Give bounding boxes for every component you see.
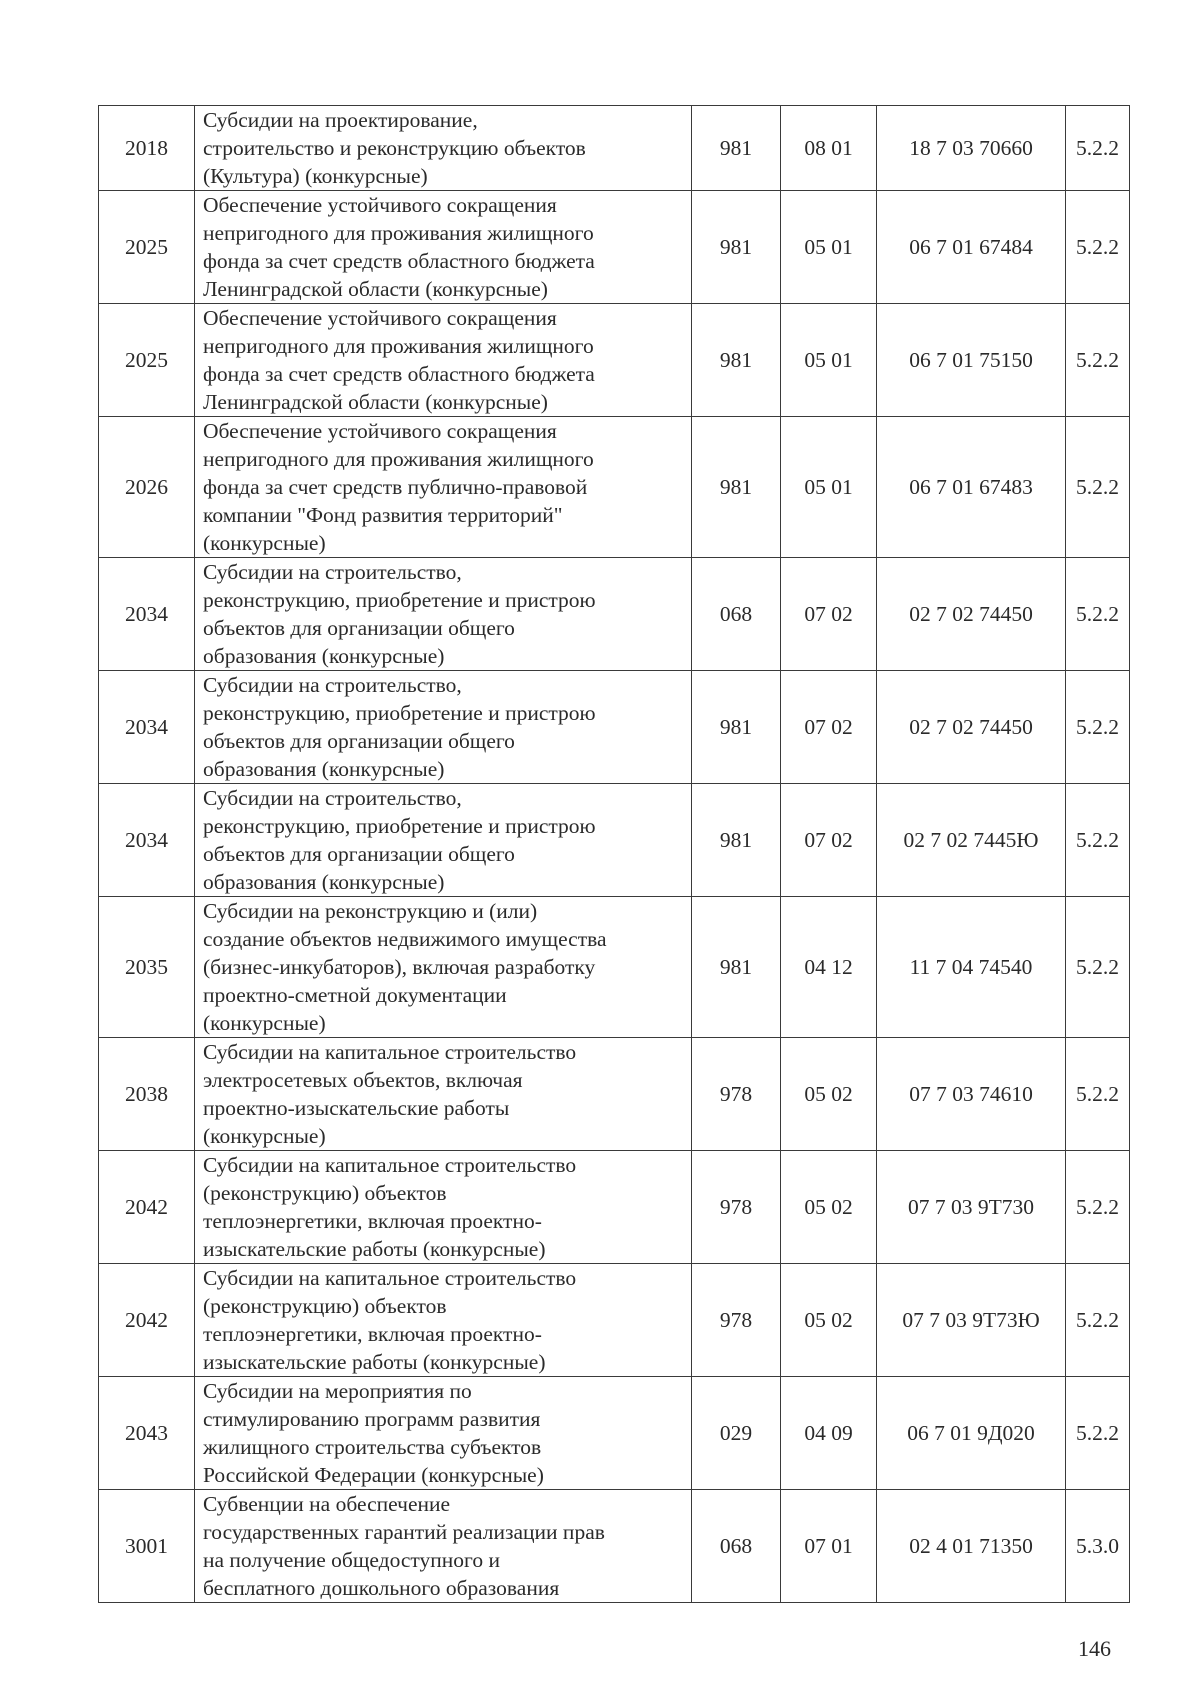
row-description-cell: Обеспечение устойчивого сокращения непригодного для проживания жилищного фонда за счет средств областного бюджета Ленинградской области (конкурсные) (195, 304, 692, 417)
row-code-cell: 5.2.2 (1066, 784, 1130, 897)
row-target-article-cell: 06 7 01 67483 (877, 417, 1066, 558)
row-administrator-cell: 981 (692, 417, 781, 558)
table-row (99, 671, 1130, 784)
row-target-article-cell: 02 7 02 7445Ю (877, 784, 1066, 897)
row-code-cell: 5.2.2 (1066, 897, 1130, 1038)
row-target-article-cell: 06 7 01 9Д020 (877, 1377, 1066, 1490)
row-code-cell: 5.2.2 (1066, 671, 1130, 784)
table-row (99, 784, 1130, 897)
row-code-cell: 5.2.2 (1066, 106, 1130, 191)
row-code-cell: 5.2.2 (1066, 1038, 1130, 1151)
row-section-cell: 07 02 (781, 784, 877, 897)
row-section-cell: 05 02 (781, 1264, 877, 1377)
row-id-cell: 2038 (99, 1038, 195, 1151)
row-administrator-cell: 068 (692, 558, 781, 671)
row-administrator-cell: 978 (692, 1038, 781, 1151)
row-administrator-cell: 978 (692, 1151, 781, 1264)
row-section-cell: 05 02 (781, 1151, 877, 1264)
row-id-cell: 2043 (99, 1377, 195, 1490)
row-description-cell: Субсидии на капитальное строительство электросетевых объектов, включая проектно-изыскательские работы (конкурсные) (195, 1038, 692, 1151)
row-target-article-cell: 11 7 04 74540 (877, 897, 1066, 1038)
row-administrator-cell: 981 (692, 784, 781, 897)
row-id-cell: 2042 (99, 1264, 195, 1377)
row-id-cell: 2034 (99, 784, 195, 897)
table-body (99, 106, 1130, 1603)
row-description-cell: Субсидии на реконструкцию и (или) создание объектов недвижимого имущества (бизнес-инкубаторов), включая разработку проектно-сметной документации (конкурсные) (195, 897, 692, 1038)
row-description-cell: Субвенции на обеспечение государственных гарантий реализации прав на получение общедоступного и бесплатного дошкольного образования (195, 1490, 692, 1603)
row-section-cell: 07 02 (781, 671, 877, 784)
table-row (99, 191, 1130, 304)
table-row (99, 1264, 1130, 1377)
row-code-cell: 5.2.2 (1066, 304, 1130, 417)
row-id-cell: 3001 (99, 1490, 195, 1603)
row-code-cell: 5.2.2 (1066, 558, 1130, 671)
row-id-cell: 2034 (99, 558, 195, 671)
row-target-article-cell: 06 7 01 67484 (877, 191, 1066, 304)
row-target-article-cell: 07 7 03 9Т73Ю (877, 1264, 1066, 1377)
row-id-cell: 2035 (99, 897, 195, 1038)
table-row (99, 1038, 1130, 1151)
row-section-cell: 08 01 (781, 106, 877, 191)
row-section-cell: 04 09 (781, 1377, 877, 1490)
row-target-article-cell: 18 7 03 70660 (877, 106, 1066, 191)
row-administrator-cell: 981 (692, 304, 781, 417)
row-description-cell: Субсидии на строительство, реконструкцию, приобретение и пристрою объектов для организации общего образования (конкурсные) (195, 671, 692, 784)
row-description-cell: Субсидии на мероприятия по стимулированию программ развития жилищного строительства субъектов Российской Федерации (конкурсные) (195, 1377, 692, 1490)
table-row (99, 417, 1130, 558)
row-code-cell: 5.2.2 (1066, 417, 1130, 558)
row-target-article-cell: 06 7 01 75150 (877, 304, 1066, 417)
row-id-cell: 2034 (99, 671, 195, 784)
table-row (99, 558, 1130, 671)
row-administrator-cell: 981 (692, 106, 781, 191)
row-section-cell: 05 01 (781, 191, 877, 304)
row-description-cell: Субсидии на строительство, реконструкцию, приобретение и пристрою объектов для организации общего образования (конкурсные) (195, 558, 692, 671)
row-administrator-cell: 068 (692, 1490, 781, 1603)
table-row (99, 1490, 1130, 1603)
row-description-cell: Обеспечение устойчивого сокращения непригодного для проживания жилищного фонда за счет средств публично-правовой компании "Фонд развития территорий" (конкурсные) (195, 417, 692, 558)
row-code-cell: 5.2.2 (1066, 1377, 1130, 1490)
row-target-article-cell: 02 7 02 74450 (877, 558, 1066, 671)
row-section-cell: 07 01 (781, 1490, 877, 1603)
row-description-cell: Субсидии на строительство, реконструкцию, приобретение и пристрою объектов для организации общего образования (конкурсные) (195, 784, 692, 897)
row-section-cell: 05 01 (781, 417, 877, 558)
row-description-cell: Субсидии на капитальное строительство (реконструкцию) объектов теплоэнергетики, включая проектно- изыскательские работы (конкурсные) (195, 1264, 692, 1377)
row-code-cell: 5.2.2 (1066, 1264, 1130, 1377)
row-administrator-cell: 981 (692, 897, 781, 1038)
row-target-article-cell: 07 7 03 9Т730 (877, 1151, 1066, 1264)
row-section-cell: 04 12 (781, 897, 877, 1038)
row-administrator-cell: 978 (692, 1264, 781, 1377)
table-row (99, 106, 1130, 191)
row-code-cell: 5.2.2 (1066, 191, 1130, 304)
row-administrator-cell: 981 (692, 191, 781, 304)
row-description-cell: Субсидии на капитальное строительство (реконструкцию) объектов теплоэнергетики, включая проектно- изыскательские работы (конкурсные) (195, 1151, 692, 1264)
row-target-article-cell: 02 7 02 74450 (877, 671, 1066, 784)
row-id-cell: 2042 (99, 1151, 195, 1264)
table-row (99, 1377, 1130, 1490)
row-id-cell: 2018 (99, 106, 195, 191)
row-id-cell: 2025 (99, 191, 195, 304)
row-id-cell: 2025 (99, 304, 195, 417)
row-id-cell: 2026 (99, 417, 195, 558)
row-section-cell: 07 02 (781, 558, 877, 671)
row-target-article-cell: 07 7 03 74610 (877, 1038, 1066, 1151)
row-description-cell: Субсидии на проектирование, строительство и реконструкцию объектов (Культура) (конкурсные) (195, 106, 692, 191)
table-row (99, 897, 1130, 1038)
row-administrator-cell: 029 (692, 1377, 781, 1490)
budget-classification-table (98, 105, 1130, 1603)
table-row (99, 1151, 1130, 1264)
row-section-cell: 05 01 (781, 304, 877, 417)
table-row (99, 304, 1130, 417)
row-section-cell: 05 02 (781, 1038, 877, 1151)
row-description-cell: Обеспечение устойчивого сокращения непригодного для проживания жилищного фонда за счет средств областного бюджета Ленинградской области (конкурсные) (195, 191, 692, 304)
row-code-cell: 5.2.2 (1066, 1151, 1130, 1264)
row-code-cell: 5.3.0 (1066, 1490, 1130, 1603)
page-number: 146 (1078, 1636, 1111, 1661)
row-administrator-cell: 981 (692, 671, 781, 784)
row-target-article-cell: 02 4 01 71350 (877, 1490, 1066, 1603)
